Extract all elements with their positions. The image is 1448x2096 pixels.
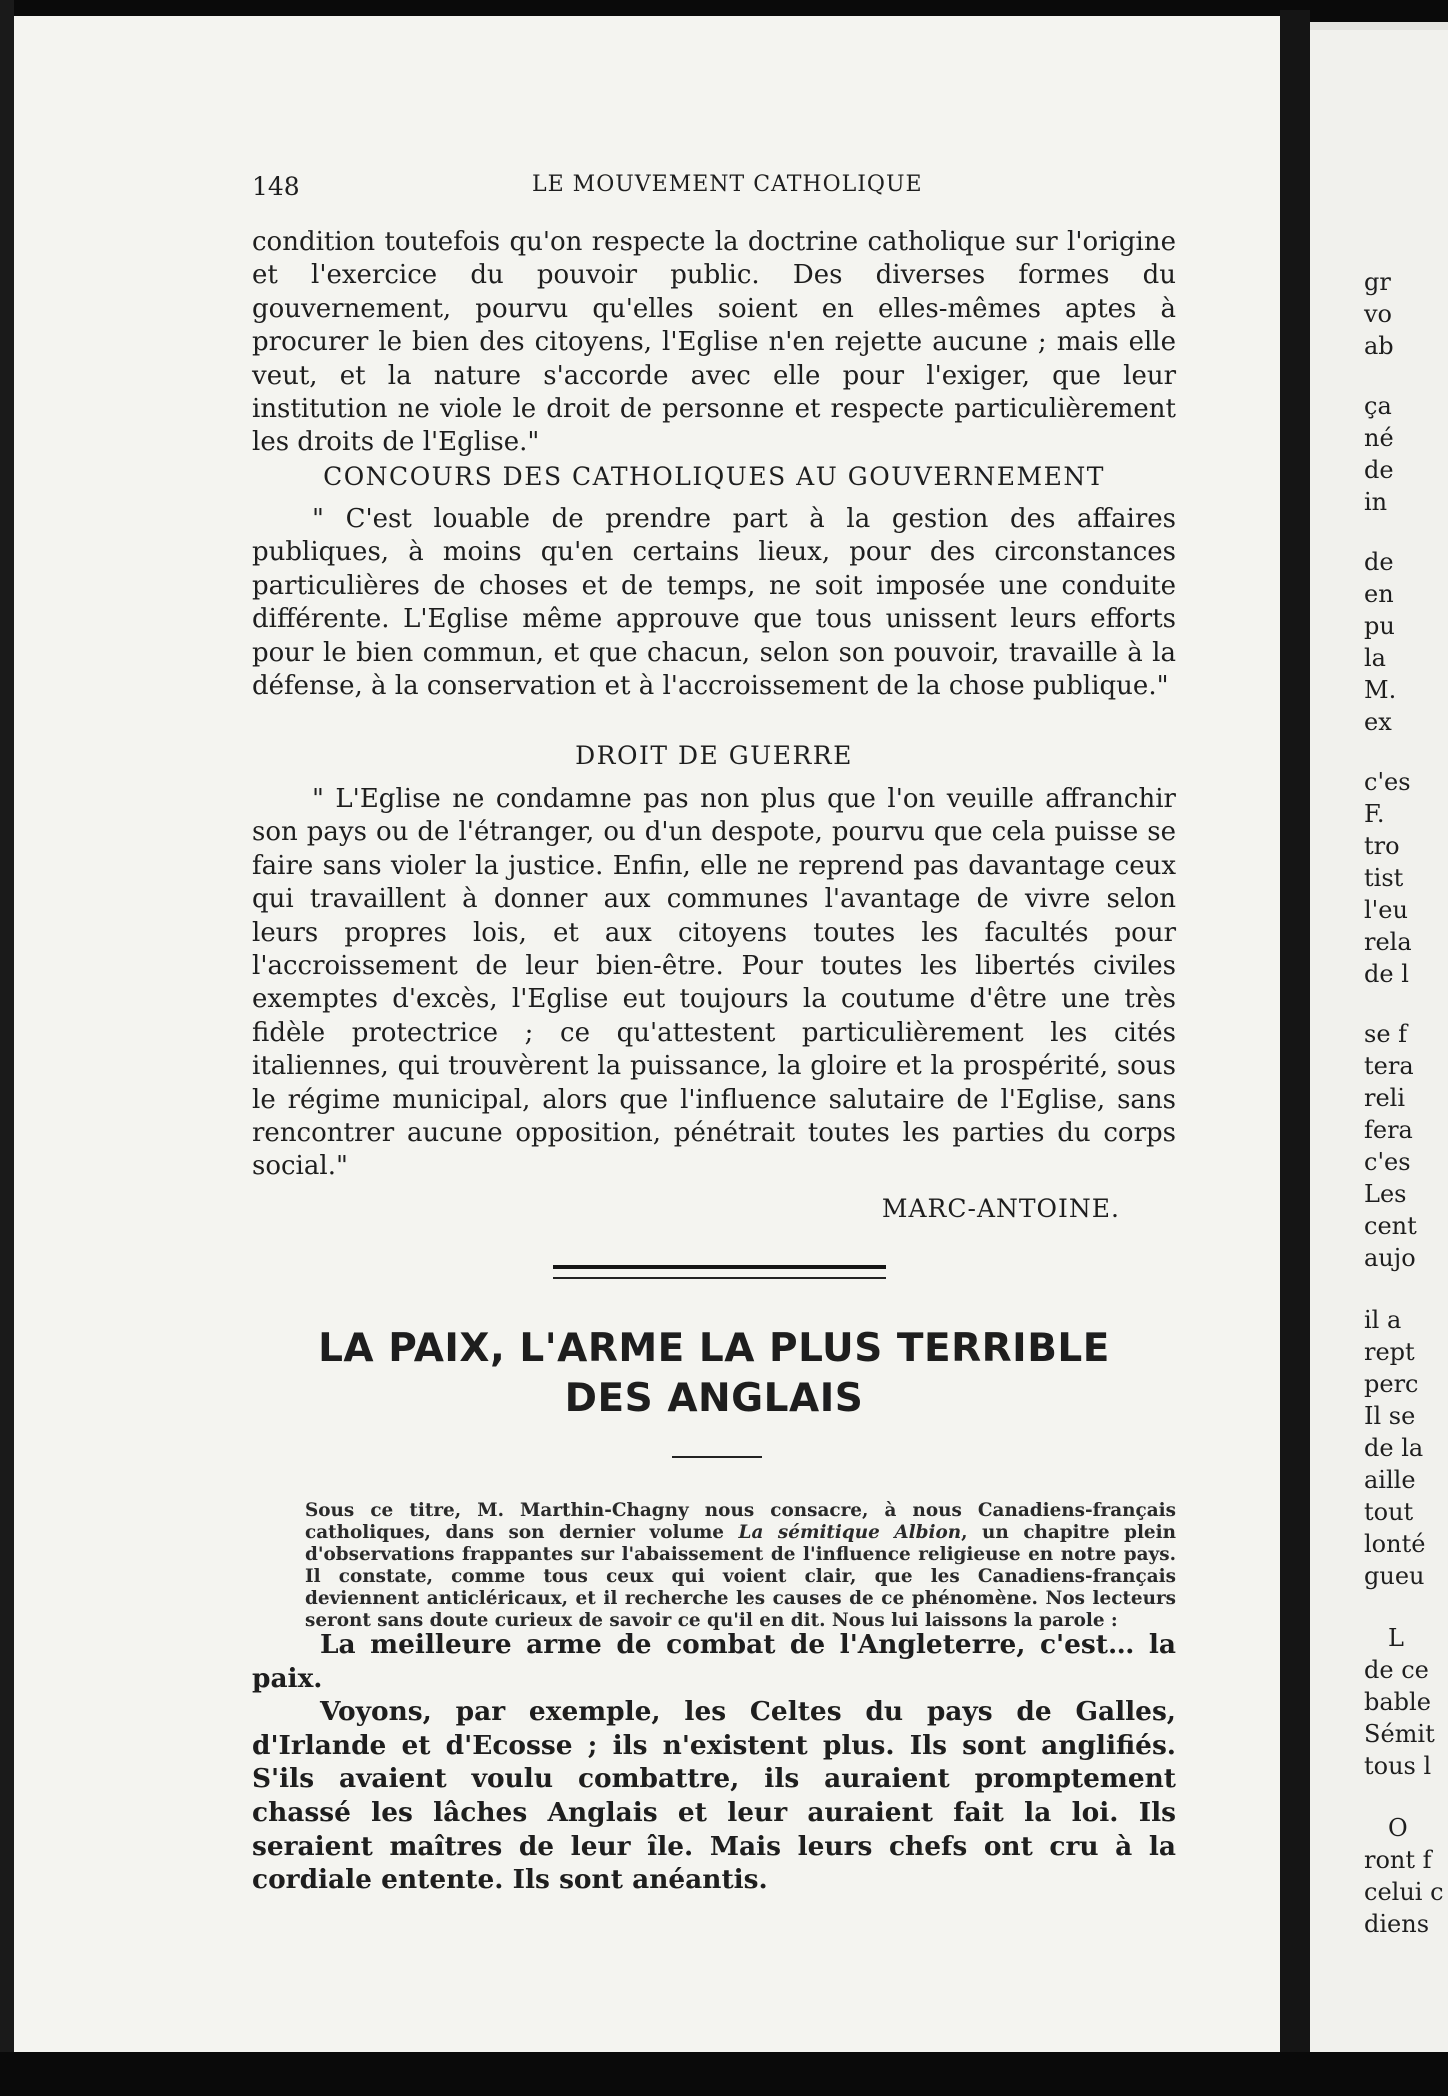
facing-page-fragment: rept bbox=[1364, 1338, 1415, 1366]
facing-page-fragment: Il se bbox=[1364, 1402, 1416, 1430]
article-body bbox=[252, 1628, 1176, 1897]
article-headline bbox=[252, 1324, 1176, 1424]
paragraph: " L'Eglise ne condamne pas non plus que l'on veuille affranchir son pays ou de l'étranger, ou d'un despote, pourvu que cela puisse se faire sans violer la justice. Enfin, elle ne reprend pas davantage ceux qui travaillent à donner aux communes l'avantage de vivre selon leurs propres lois, et aux citoyens toutes les facultés pour l'accroissement de leur bien-être. Pour toutes les libertés civiles exemptes d'excès, l'Eglise eut toujours la coutume d'être une très fidèle protectrice ; ce qu'attestent particulièrement les cités italiennes, qui trouvèrent la puissance, la gloire et la prospérité, sous le régime municipal, alors que l'influence salutaire de l'Eglise, sans rencontrer aucune opposition, pénétrait toutes les parties du corps social." bbox=[252, 784, 1176, 1182]
facing-page-fragment: gueu bbox=[1364, 1562, 1425, 1590]
running-title: LE MOUVEMENT CATHOLIQUE bbox=[532, 172, 923, 197]
facing-page-fragment: L bbox=[1388, 1624, 1404, 1652]
facing-page-fragment: de la bbox=[1364, 1434, 1424, 1462]
facing-page-fragment: l'eu bbox=[1364, 896, 1408, 924]
facing-page-fragment: tera bbox=[1364, 1052, 1414, 1080]
paragraph: " C'est louable de prendre part à la gestion des affaires publiques, à moins qu'en certains lieux, pour des circonstances particulières de choses et de temps, ne soit imposée une conduite différente. L'Eglise même approuve que tous unissent leurs efforts pour le bien commun, et que chacun, selon son pouvoir, travaille à la défense, à la conservation et à l'accroissement de la chose publique." bbox=[252, 504, 1176, 702]
facing-page-fragment: gr bbox=[1364, 268, 1391, 296]
facing-page-fragment: lonté bbox=[1364, 1530, 1426, 1558]
scan-border-bottom bbox=[0, 2052, 1448, 2096]
facing-page-fragment: perc bbox=[1364, 1370, 1419, 1398]
facing-page-fragment: F. bbox=[1364, 800, 1385, 828]
facing-page-fragment: diens bbox=[1364, 1910, 1430, 1938]
separator-rule-thick bbox=[553, 1265, 886, 1269]
headline-underline bbox=[672, 1456, 762, 1458]
facing-page-fragment: ex bbox=[1364, 708, 1392, 736]
facing-page-fragment: ront f bbox=[1364, 1846, 1432, 1874]
intro-book-title: La sémitique Albion bbox=[738, 1522, 962, 1543]
facing-page-fragment: ça bbox=[1364, 392, 1392, 420]
facing-page-fragment: la bbox=[1364, 644, 1386, 672]
facing-page-fragment: reli bbox=[1364, 1084, 1406, 1112]
facing-page-fragment: vo bbox=[1364, 300, 1393, 328]
facing-page-fragment: de bbox=[1364, 548, 1394, 576]
separator-rule-thin bbox=[553, 1277, 886, 1279]
facing-page-fragment: tist bbox=[1364, 864, 1404, 892]
facing-page-fragment: de l bbox=[1364, 960, 1409, 988]
facing-page-fragment: en bbox=[1364, 580, 1394, 608]
facing-page-fragment: O bbox=[1388, 1814, 1408, 1842]
facing-page-fragment: ab bbox=[1364, 332, 1394, 360]
section-heading-concours: CONCOURS DES CATHOLIQUES AU GOUVERNEMENT bbox=[323, 462, 1105, 491]
facing-page-fragment: bable bbox=[1364, 1688, 1431, 1716]
headline-line-1: LA PAIX, L'ARME LA PLUS TERRIBLE bbox=[318, 1326, 1110, 1371]
facing-page-fragment: fera bbox=[1364, 1116, 1413, 1144]
section-droit-de-guerre bbox=[252, 783, 1176, 1184]
facing-page-fragment: Les bbox=[1364, 1180, 1407, 1208]
body-paragraph-1: La meilleure arme de combat de l'Angleterre, c'est… la paix. bbox=[252, 1629, 1176, 1694]
facing-page-fragment: cent bbox=[1364, 1212, 1417, 1240]
intro-text-1: Sous ce titre, M. Marthin-Chagny nous consacre, à nous Canadiens-français catholiques, dans son dernier volume bbox=[305, 1500, 1176, 1543]
facing-page-fragment: Sémit bbox=[1364, 1720, 1435, 1748]
facing-page-fragment: de bbox=[1364, 456, 1394, 484]
facing-page-fragment: M. bbox=[1364, 676, 1397, 704]
facing-page bbox=[1310, 30, 1448, 2054]
headline-line-2: DES ANGLAIS bbox=[564, 1376, 864, 1421]
facing-page-fragment: rela bbox=[1364, 928, 1412, 956]
facing-page-fragment: il a bbox=[1364, 1306, 1402, 1334]
facing-page-fragment: tro bbox=[1364, 832, 1400, 860]
page-number: 148 bbox=[252, 172, 300, 201]
facing-page-fragment: tous l bbox=[1364, 1752, 1432, 1780]
facing-page-fragment: pu bbox=[1364, 612, 1395, 640]
section-concours bbox=[252, 503, 1176, 703]
section-continuation bbox=[252, 226, 1176, 460]
section-heading-droit-de-guerre: DROIT DE GUERRE bbox=[575, 741, 853, 770]
intro-text-2: , un chapitre plein d'observations frappantes sur l'abaissement de l'influence religieuse en notre pays. Il constate, comme tous ceux qui voient clair, que les Canadiens-français deviennent anticléricaux, et il recherche les causes de ce phénomène. Nos lecteurs seront sans doute curieux de savoir ce qu'il en dit. Nous lui laissons la parole : bbox=[305, 1522, 1176, 1631]
scan-border-left bbox=[0, 0, 14, 2096]
running-header bbox=[252, 172, 1172, 202]
facing-page-fragment: aujo bbox=[1364, 1244, 1416, 1272]
facing-page-fragment: tout bbox=[1364, 1498, 1414, 1526]
facing-page-fragment: c'es bbox=[1364, 768, 1411, 796]
book-gutter bbox=[1280, 10, 1310, 2060]
paragraph: condition toutefois qu'on respecte la doctrine catholique sur l'origine et l'exercice du pouvoir public. Des diverses formes du gouvernement, pourvu qu'elles soient en elles-mêmes aptes à procurer le bien des citoyens, l'Eglise n'en rejette aucune ; mais elle veut, et la nature s'accorde avec elle pour l'exiger, que leur institution ne viole le droit de personne et respecte particulièrement les droits de l'Eglise." bbox=[252, 227, 1176, 458]
facing-page-fragment: né bbox=[1364, 424, 1394, 452]
facing-page-fragment: celui c bbox=[1364, 1878, 1444, 1906]
facing-page-fragment: c'es bbox=[1364, 1148, 1411, 1176]
facing-page-fragment: in bbox=[1364, 488, 1388, 516]
article-intro bbox=[305, 1500, 1176, 1632]
facing-page-fragment: de ce bbox=[1364, 1656, 1429, 1684]
facing-page-fragment: se f bbox=[1364, 1020, 1408, 1048]
signature: MARC-ANTOINE. bbox=[881, 1194, 1120, 1223]
facing-page-fragment: aille bbox=[1364, 1466, 1416, 1494]
body-paragraph-2: Voyons, par exemple, les Celtes du pays de Galles, d'Irlande et d'Ecosse ; ils n'existent plus. Ils sont anglifiés. S'ils avaient voulu combattre, ils auraient promptement chassé les lâches Anglais et leur auraient fait la loi. Ils seraient maîtres de leur île. Mais leurs chefs ont cru à la cordiale entente. Ils sont anéantis. bbox=[252, 1696, 1176, 1896]
